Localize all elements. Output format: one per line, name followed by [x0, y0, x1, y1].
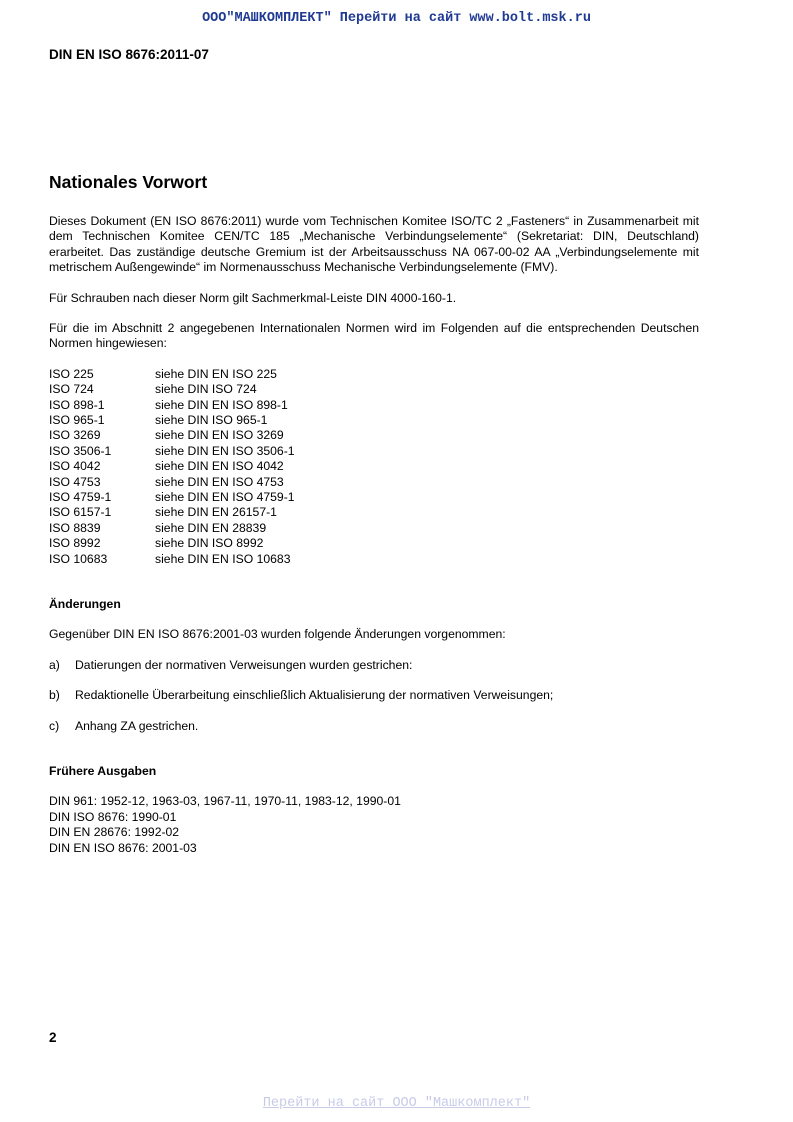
reference-row	[49, 552, 699, 567]
reference-row	[49, 521, 699, 536]
iso-standard: ISO 3506-1	[49, 443, 112, 458]
iso-standard: ISO 724	[49, 382, 94, 397]
iso-standard: ISO 898-1	[49, 397, 105, 412]
iso-standard: ISO 4753	[49, 474, 101, 489]
list-marker: a)	[49, 657, 60, 672]
reference-row	[49, 505, 699, 520]
reference-row	[49, 490, 699, 505]
page-title: Nationales Vorwort	[49, 172, 208, 192]
din-equivalent: siehe DIN EN ISO 225	[155, 366, 277, 381]
reference-row	[49, 413, 699, 428]
din-equivalent: siehe DIN EN ISO 898-1	[155, 397, 288, 412]
din-equivalent: siehe DIN ISO 965-1	[155, 413, 268, 428]
previous-edition-line: DIN ISO 8676: 1990-01	[49, 809, 177, 824]
din-equivalent: siehe DIN EN ISO 3506-1	[155, 443, 295, 458]
top-site-link[interactable]: ООО"МАШКОМПЛЕКТ" Перейти на сайт www.bolt.msk.ru	[202, 11, 591, 26]
iso-standard: ISO 3269	[49, 428, 101, 443]
intro-paragraph-3: Für die im Abschnitt 2 angegebenen Internationalen Normen wird im Folgenden auf die entsprechenden Deutschen Normen hingewiesen:	[49, 321, 699, 351]
iso-standard: ISO 10683	[49, 551, 108, 566]
iso-standard: ISO 8992	[49, 536, 101, 551]
intro-paragraph-2: Für Schrauben nach dieser Norm gilt Sachmerkmal-Leiste DIN 4000-160-1.	[49, 290, 457, 305]
din-equivalent: siehe DIN EN ISO 3269	[155, 428, 284, 443]
reference-row	[49, 428, 699, 443]
page-number: 2	[49, 1030, 57, 1045]
reference-row	[49, 444, 699, 459]
changes-heading: Änderungen	[49, 596, 121, 611]
change-item-b	[49, 688, 699, 703]
change-item-a	[49, 658, 699, 673]
reference-row	[49, 536, 699, 551]
list-text: Datierungen der normativen Verweisungen wurden gestrichen:	[75, 657, 413, 672]
previous-editions-heading: Frühere Ausgaben	[49, 763, 157, 778]
reference-row	[49, 459, 699, 474]
iso-standard: ISO 6157-1	[49, 505, 112, 520]
din-equivalent: siehe DIN EN 26157-1	[155, 505, 277, 520]
iso-standard: ISO 4759-1	[49, 489, 112, 504]
bottom-site-link[interactable]: Перейти на сайт ООО "Машкомплект"	[262, 1096, 531, 1111]
reference-row	[49, 367, 699, 382]
list-text: Anhang ZA gestrichen.	[75, 718, 199, 733]
iso-standard: ISO 4042	[49, 459, 101, 474]
previous-edition-line: DIN 961: 1952-12, 1963-03, 1967-11, 1970-11, 1983-12, 1990-01	[49, 794, 401, 809]
din-equivalent: siehe DIN ISO 724	[155, 382, 257, 397]
previous-edition-line: DIN EN ISO 8676: 2001-03	[49, 840, 197, 855]
document-id: DIN EN ISO 8676:2011-07	[49, 47, 209, 62]
change-item-c	[49, 719, 699, 734]
din-equivalent: siehe DIN EN 28839	[155, 520, 267, 535]
reference-table	[49, 367, 699, 567]
list-marker: b)	[49, 688, 60, 703]
reference-row	[49, 382, 699, 397]
previous-edition-line: DIN EN 28676: 1992-02	[49, 825, 180, 840]
changes-intro: Gegenüber DIN EN ISO 8676:2001-03 wurden folgende Änderungen vorgenommen:	[49, 627, 506, 642]
list-text: Redaktionelle Überarbeitung einschließlich Aktualisierung der normativen Verweisungen;	[75, 688, 554, 703]
document-body	[49, 214, 699, 856]
din-equivalent: siehe DIN EN ISO 4759-1	[155, 489, 295, 504]
din-equivalent: siehe DIN ISO 8992	[155, 536, 264, 551]
din-equivalent: siehe DIN EN ISO 4753	[155, 474, 284, 489]
reference-row	[49, 475, 699, 490]
iso-standard: ISO 8839	[49, 520, 101, 535]
din-equivalent: siehe DIN EN ISO 4042	[155, 459, 284, 474]
reference-row	[49, 398, 699, 413]
din-equivalent: siehe DIN EN ISO 10683	[155, 551, 291, 566]
list-marker: c)	[49, 718, 60, 733]
intro-paragraph-1: Dieses Dokument (EN ISO 8676:2011) wurde vom Technischen Komitee ISO/TC 2 „Fasteners“ in Zusammenarbeit mit dem Technischen Komitee CEN/TC 185 „Mechanische Verbindungselemente“ (Sekretariat: DIN, Deutschland) erarbeitet. Das zuständige deutsche Gremium ist der Arbeitsausschuss NA 067-00-02 AA „Verbindungselemente mit metrischem Außengewinde“ im Normenausschuss Mechanische Verbindungselemente (FMV).	[49, 214, 699, 275]
iso-standard: ISO 965-1	[49, 413, 105, 428]
iso-standard: ISO 225	[49, 366, 94, 381]
